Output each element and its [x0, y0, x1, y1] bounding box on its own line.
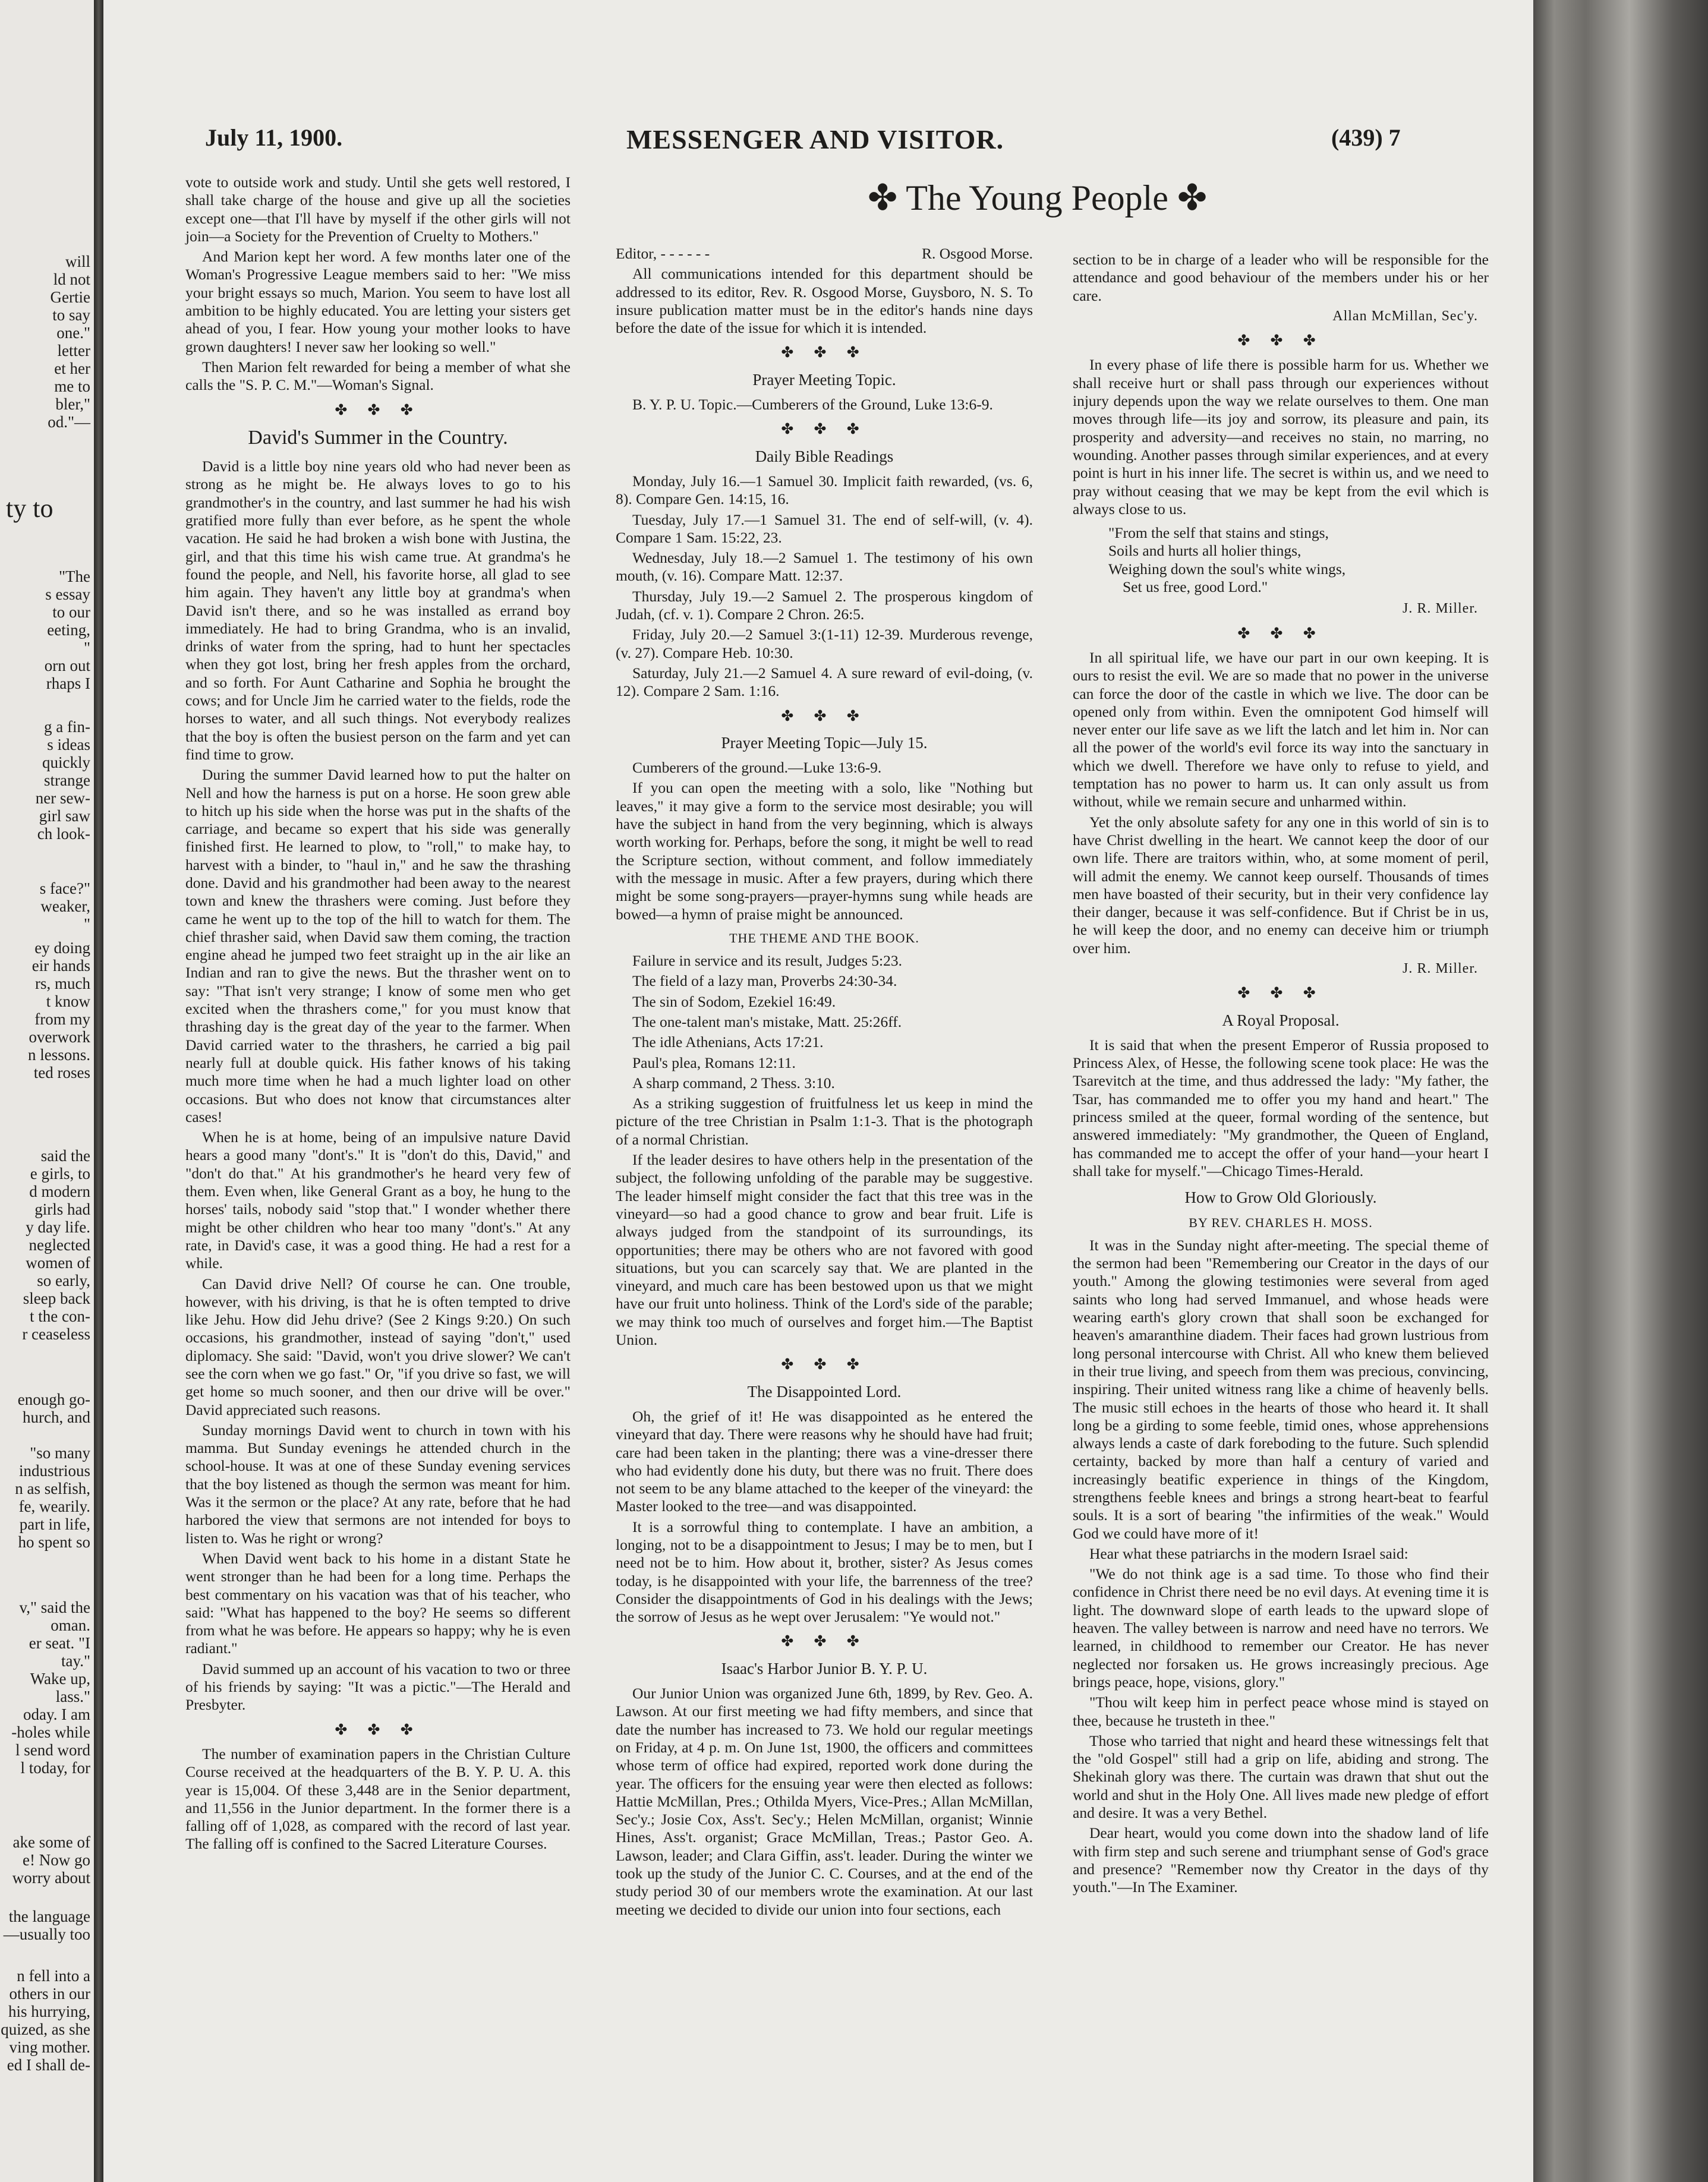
- editor-name: R. Osgood Morse.: [921, 245, 1033, 262]
- fragment-line: s essay: [45, 585, 90, 603]
- ornament: ✤ ✤ ✤: [781, 1357, 868, 1373]
- fragment-line: n fell into a: [17, 1967, 90, 1985]
- subhead: THE THEME AND THE BOOK.: [729, 930, 919, 945]
- fragment-line: sleep back: [23, 1289, 90, 1307]
- fragment-line: the language: [8, 1907, 90, 1925]
- fragment-line: ld not: [53, 270, 90, 288]
- ornament: ✤ ✤ ✤: [781, 345, 868, 361]
- list-item: Paul's plea, Romans 12:11.: [632, 1054, 796, 1071]
- fragment-line: rs, much: [35, 975, 90, 992]
- fragment-line: ey doing: [34, 939, 90, 957]
- fragment-line: his hurrying,: [8, 2003, 90, 2020]
- page-gutter: [94, 0, 103, 2182]
- reading-item: Tuesday, July 17.—1 Samuel 31. The end of self-will, (v. 4). Compare 1 Sam. 15:22, 23.: [616, 510, 1033, 546]
- reading-item: Monday, July 16.—1 Samuel 30. Implicit faith rewarded, (vs. 6, 8). Compare Gen. 14:15, 16.: [616, 472, 1033, 508]
- fragment-line: r ceaseless: [22, 1325, 90, 1343]
- paragraph: And Marion kept her word. A few months later one of the Woman's Progressive League members said to her: "We miss your bright essays so much, Marion. You seem to have lost all ambition to be highly educated. You are letting your sisters get ahead of you, I fear. How young your mother looks to have grown daughters! I never saw her looking so well.": [185, 248, 571, 355]
- ornament: ✤ ✤ ✤: [335, 1721, 421, 1738]
- paragraph: Then Marion felt rewarded for being a member of what she calls the "S. P. C. M."—Woman's Signal.: [185, 358, 571, 394]
- list-item: Failure in service and its result, Judges 5:23.: [632, 952, 902, 970]
- fragment-line: girl saw: [39, 807, 90, 825]
- list-item: The one-talent man's mistake, Matt. 25:26ff.: [632, 1013, 902, 1030]
- fragment-line: od."—: [48, 413, 90, 431]
- fragment-line: -holes while: [11, 1723, 90, 1741]
- fragment-line: "The: [59, 567, 90, 585]
- book-page-edges: [1533, 0, 1708, 2182]
- column-3: [1073, 251, 1489, 1899]
- fragment-line: e girls, to: [30, 1165, 90, 1183]
- fragment-line: to say: [52, 306, 90, 324]
- ornament: ✤ ✤ ✤: [781, 708, 868, 724]
- fragment-line: neglected: [29, 1236, 90, 1254]
- reading-item: Thursday, July 19.—2 Samuel 2. The prosperous kingdom of Judah, (cf. v. 1). Compare 2 Chron. 26:5.: [616, 587, 1033, 623]
- subhead: Prayer Meeting Topic.: [752, 370, 896, 389]
- fragment-line: me to: [54, 377, 90, 395]
- fragment-line: worry about: [12, 1869, 90, 1887]
- fragment-line: s ideas: [47, 736, 90, 753]
- fragment-line: letter: [57, 342, 90, 360]
- fragment-line: lass.": [55, 1688, 90, 1705]
- list-item: The idle Athenians, Acts 17:21.: [632, 1033, 824, 1051]
- signature: J. R. Miller.: [1402, 960, 1478, 976]
- fragment-line: to our: [52, 603, 90, 621]
- fragment-line: oman.: [51, 1616, 90, 1634]
- fragment-line: t know: [46, 992, 90, 1010]
- subhead: A Royal Proposal.: [1222, 1011, 1340, 1029]
- paragraph: The number of examination papers in the Christian Culture Course received at the headquarters of the B. Y. P. U. A. this year is 15,004. Of these 3,448 are in the Senior department, and 11,556 in the Junior department. In the former there is a falling off of 1,028, as compared with the record of last year. The falling off is confined to the Sacred Literature Courses.: [185, 1745, 571, 1853]
- fragment-line: l today, for: [20, 1759, 90, 1777]
- paragraph: David summed up an account of his vacation to two or three of his friends by saying: "It was a pictic."—The Herald and Presbyter.: [185, 1660, 571, 1714]
- fragment-line: from my: [34, 1010, 90, 1028]
- fragment-line: t the con-: [30, 1307, 90, 1325]
- fragment-line: part in life,: [19, 1515, 90, 1533]
- fragment-line: v," said the: [19, 1598, 90, 1616]
- fragment-line: g a fin-: [44, 718, 90, 736]
- ornament: ✤ ✤ ✤: [1237, 625, 1324, 642]
- fragment-line: hurch, and: [23, 1408, 90, 1426]
- paragraph: All communications intended for this department should be addressed to its editor, Rev. R. Osgood Morse, Guysboro, N. S. To insure publication matter must be in the editor's hands nine days before the date of the issue for which it is intended.: [616, 265, 1033, 337]
- fragment-line: ner sew-: [35, 789, 90, 807]
- fragment-line: e! Now go: [23, 1851, 90, 1869]
- fragment-line: s face?": [39, 879, 90, 897]
- paragraph: It was in the Sunday night after-meeting. The special theme of the sermon had been "Remembering our Creator in the days of our youth." Among the glowing testimonies were several from aged saints who long had served Immanuel, and whose heads were wearing earth's glory crown that shall soon be exchanged for heaven's amaranthine diadem. Their faces had grown lustrious from long personal intercourse with Christ. All who knew them believed in their true living, and speech from them was precious, convincing, inspiring. Their united witness rang like a chime of heavenly bells. The music still echoes in the hearts of those who heard it. It shall long be a girding to some feeble, timid ones, whose apprehensions always lends a caste of dark foreboding to the future. Such splendid certainty, backed by more than half a century of varied and increasingly beatific experience in things of the Kingdom, strengthens feeble knees and brings a strong heart-beat to fearful souls. It is a sort of bearing "the infirmities of the weak." Would God we could have more of it!: [1073, 1236, 1489, 1542]
- fragment-line: ": [83, 639, 90, 657]
- fragment-line: women of: [26, 1254, 90, 1272]
- paragraph: section to be in charge of a leader who will be responsible for the attendance and good behaviour of the members under his or her care.: [1073, 251, 1489, 304]
- paragraph: "Thou wilt keep him in perfect peace whose mind is stayed on thee, because he trusteth in thee.": [1073, 1694, 1489, 1729]
- paragraph: When he is at home, being of an impulsive nature David hears a good many "dont's." It is "don't do this, David," and "don't do that." At his grandmother's he heard very few of them. Even when, like General Grant as a boy, he hung to the horses' tails, nobody said "stop that." I wonder whether there might be other children who hear too many "dont's." At any rate, in David's case, it was a good thing. He had a rest for a while.: [185, 1128, 571, 1272]
- verse-line: Set us free, good Lord.": [1123, 578, 1268, 596]
- subhead: Prayer Meeting Topic—July 15.: [721, 733, 928, 752]
- fragment-line: quized, as she: [1, 2020, 90, 2038]
- fragment-line: overwork: [29, 1028, 90, 1046]
- column-2: [616, 245, 1033, 1921]
- ornament: ✤ ✤ ✤: [781, 421, 868, 438]
- fragment-line: ake some of: [12, 1833, 90, 1851]
- page-number: (439) 7: [1331, 124, 1401, 151]
- ornament: ✤ ✤ ✤: [1237, 333, 1324, 349]
- paragraph: If the leader desires to have others help in the presentation of the subject, the following unfolding of the parable may be suggestive. The leader himself might consider the fact that this tree was in the vineyard—so had a good chance to grow and bear fruit. Life is always judged from the standpoint of its surroundings, its opportunities; there may be others who are not favored with good situations, but you can scarcely say that. We are planted in the vineyard, and much care has been bestowed upon us that we might have our fruit unto holiness. Think of the Lord's side of the parable; we may think too much of ourselves and forget him.—The Baptist Union.: [616, 1151, 1033, 1349]
- editor-label: Editor, - - - - - -: [616, 245, 710, 262]
- fragment-line: ving mother.: [9, 2038, 90, 2056]
- signature: Allan McMillan, Sec'y.: [1332, 308, 1478, 324]
- fragment-line: one.": [56, 324, 90, 342]
- fragment-line: n lessons.: [27, 1046, 90, 1064]
- subhead: Isaac's Harbor Junior B. Y. P. U.: [721, 1659, 928, 1678]
- paragraph: Yet the only absolute safety for any one in this world of sin is to have Christ dwelling in the heart. We cannot keep the door of our own life. There are traitors within, who, at some moment of peril, will admit the enemy. We cannot keep ourself. Thousands of times men have boasted of their security, but in their very confidence lay their danger, because it was self-confidence. But if Christ be in us, he will keep the door, and no enemy can deceive him or triumph over him.: [1073, 813, 1489, 957]
- paragraph: Oh, the grief of it! He was disappointed as he entered the vineyard that day. There were reasons why he should have had fruit; care had been taken in the planting; there was a vine-dresser there who had evidently done his duty, but there was no fruit. There does not seem to be any blame attached to the keeper of the vineyard: the Master looked to the tree—and was disappointed.: [616, 1407, 1033, 1515]
- column-1: [185, 174, 571, 1856]
- fragment-line: Gertie: [50, 288, 90, 306]
- fragment-line: girls had: [34, 1200, 90, 1218]
- fragment-line: orn out: [44, 657, 90, 674]
- fragment-heading: ty to: [6, 494, 53, 523]
- paragraph: vote to outside work and study. Until she gets well restored, I shall take charge of the house and give up all the societies except one—that I'll have by myself if the other girls will not join—a Society for the Prevention of Cruelty to Mothers.": [185, 174, 571, 245]
- paragraph: In every phase of life there is possible harm for us. Whether we shall receive hurt or shall pass through our experiences without injury depends upon the way we relate ourselves to them. One man moves through life—its joy and sorrow, its pleasure and pain, its prosperity and adversity—and receives no stain, no marring, no wounding. Another passes through similar experiences, and at every point is hurt in his inner life. The secret is within us, and we need to pray without ceasing that we may be kept from the evil which is always close to us.: [1073, 356, 1489, 518]
- fragment-line: strange: [44, 771, 90, 789]
- paragraph: As a striking suggestion of fruitfulness let us keep in mind the picture of the tree Christian in Psalm 1:1-3. That is the photograph of a normal Christian.: [616, 1095, 1033, 1148]
- reading-item: Friday, July 20.—2 Samuel 3:(1-11) 12-39. Murderous revenge, (v. 27). Compare Heb. 10:30.: [616, 626, 1033, 661]
- subhead: How to Grow Old Gloriously.: [1184, 1188, 1377, 1207]
- ornament: ✤ ✤ ✤: [335, 402, 421, 418]
- fragment-line: "so many: [30, 1444, 90, 1462]
- fragment-line: will: [65, 253, 90, 270]
- fragment-line: et her: [54, 360, 90, 377]
- reading-item: Saturday, July 21.—2 Samuel 4. A sure reward of evil-doing, (v. 12). Compare 2 Sam. 1:16.: [616, 664, 1033, 700]
- paragraph: Can David drive Nell? Of course he can. One trouble, however, with his driving, is that he is often tempted to drive like Jehu. How did Jehu drive? (See 2 Kings 9:20.) On such occasions, his grandmother, instead of saying "don't," used diplomacy. She said: "David, won't you drive slower? We can't see the corn when we go fast." Or, "if you drive so fast, we will get home so much sooner, and then our drive will be over." David appreciated such reasons.: [185, 1275, 571, 1418]
- fragment-line: l send word: [15, 1741, 90, 1759]
- verse-line: "From the self that stains and stings,: [1108, 524, 1329, 542]
- fragment-line: industrious: [18, 1462, 90, 1480]
- editor-line: [616, 245, 1033, 263]
- paragraph: It is said that when the present Emperor of Russia proposed to Princess Alex, of Hesse, the following scene took place: He was the Tsarevitch at the time, and thus addressed the lady: "My father, the Tsar, has commanded me to offer you my hand and heart." The princess smiled at the queer, formal wording of the sentence, but answered immediately: "My grandmother, the Queen of England, has commanded me to accept the offer of your hand—your heart I shall take for myself."—Chicago Times-Herald.: [1073, 1036, 1489, 1180]
- verse: [1108, 524, 1489, 596]
- section-title: ✤ The Young People ✤: [868, 178, 1208, 217]
- fragment-line: eeting,: [47, 621, 90, 639]
- fragment-line: ch look-: [37, 825, 90, 843]
- fragment-line: rhaps I: [46, 674, 90, 692]
- fragment-line: ed I shall de-: [7, 2056, 90, 2074]
- fragment-line: so early,: [37, 1272, 90, 1289]
- fragment-line: ": [83, 915, 90, 933]
- paragraph: Cumberers of the ground.—Luke 13:6-9.: [632, 759, 882, 777]
- fragment-line: y day life.: [26, 1218, 90, 1236]
- fragment-line: weaker,: [40, 897, 90, 915]
- paragraph: "We do not think age is a sad time. To those who find their confidence in Christ there need be no evil days. At evening time it is light. The downward slope of earth leads to the upward slope of heaven. The valley between is narrow and need have no terrors. We learned, in childhood to remember our Creator. He has never neglected nor forsaken us. He grows increasingly precious. Age brings peace, hope, visions, glory.": [1073, 1565, 1489, 1691]
- verse-line: Soils and hurts all holier things,: [1108, 542, 1302, 560]
- list-item: The sin of Sodom, Ezekiel 16:49.: [632, 992, 836, 1010]
- list-item: A sharp command, 2 Thess. 3:10.: [632, 1074, 835, 1092]
- verse-line: Weighing down the soul's white wings,: [1108, 560, 1346, 578]
- paragraph: Our Junior Union was organized June 6th, 1899, by Rev. Geo. A. Lawson. At our first meeting we had fifty members, and since that date the number has increased to 73. We hold our regular meetings on Friday, at 4 p. m. On June 1st, 1900, the officers and committees whose term of office had expired, reported work done during the year. The officers for the ensuing year were then elected as follows: Hattie McMillan, Pres.; Othilda Myers, Vice-Pres.; Allan McMillan, Sec'y.; Josie Cox, Ass't. Sec'y.; Helen McMillan, organist; Winnie Hines, Ass't. organist; Grace McMillan, Treas.; Pastor Geo. A. Lawson, leader; and Clara Giffin, ass't. leader. During the winter we took up the study of the Junior C. C. Courses, and at the end of the study period 30 of our members wrote the examination. At our last meeting we decided to divide our union into four sections, each: [616, 1685, 1033, 1918]
- fragment-line: said the: [40, 1147, 90, 1165]
- ornament: ✤ ✤ ✤: [1237, 985, 1324, 1002]
- paragraph: If you can open the meeting with a solo, like "Nothing but leaves," it may give a form to the service most desirable; you will have the subject in hand from the very beginning, which is always worth working for. Perhaps, before the song, it might be well to read the Scripture section, without comment, and follow immediately with the message in music. After a few prayers, during which there might be some song-prayers—prayer-hymns sung while heads are bowed—a hymn of praise might be announced.: [616, 779, 1033, 923]
- paragraph: Dear heart, would you come down into the shadow land of life with firm step and such serene and triumphant sense of God's grace and presence? "Remember now thy Creator in the days of thy youth."—In The Examiner.: [1073, 1824, 1489, 1896]
- paragraph: Hear what these patriarchs in the modern Israel said:: [1089, 1544, 1408, 1562]
- fragment-line: eir hands: [31, 957, 90, 975]
- ornament: ✤ ✤ ✤: [781, 1634, 868, 1650]
- paragraph: In all spiritual life, we have our part in our own keeping. It is ours to resist the evil. We are so made that no power in the universe can force the door of the castle in which we live. The door can be opened only from within. Even the omnipotent God himself will never enter our life save as we lift the latch and let him in. Nor can all the power of the world's evil force its way into the sanctuary in which we dwell. Therefore we have only to refuse to yield, and temptation has no power to harm us. It can only assult us from without, while we remain secure and unharmed within.: [1073, 648, 1489, 811]
- paragraph: It is a sorrowful thing to contemplate. I have an ambition, a longing, not to be a disappointment to Jesus; I may be to men, but I need not be to him. How about it, brother, sister? As Jesus comes today, is he disappointed with your life, the barrenness of the tree? Consider the disappointments of God in his dealings with the Jews; the sorrow of Jesus as he wept over Jerusalem: "Ye would not.": [616, 1518, 1033, 1626]
- fragment-line: d modern: [29, 1183, 90, 1200]
- paragraph: B. Y. P. U. Topic.—Cumberers of the Ground, Luke 13:6-9.: [632, 396, 993, 414]
- adjacent-page-fragment: [0, 0, 94, 2182]
- fragment-line: —usually too: [3, 1925, 90, 1943]
- paragraph: Those who tarried that night and heard these witnessings felt that the "old Gospel" still had a grip on life, abiding and strong. The Shekinah glory was there. The curtain was drawn that shut out the world and shut in the Holy One. All lives made new pledge of effort and desire. It was a very Bethel.: [1073, 1732, 1489, 1822]
- fragment-line: tay.": [61, 1652, 90, 1670]
- page-date: July 11, 1900.: [205, 124, 343, 151]
- byline: BY REV. CHARLES H. MOSS.: [1189, 1215, 1373, 1230]
- fragment-line: Wake up,: [30, 1670, 90, 1688]
- subhead: Daily Bible Readings: [755, 447, 894, 465]
- paragraph: David is a little boy nine years old who had never been as strong as he might be. He always loves to go to his grandmother's in the country, and last summer he had his wish gratified more fully than ever before, as he spent the whole vacation. He said he had broken a wish bone with Justina, the girl, and that this time his wish came true. At grandma's he found the people, and Nell, his favorite horse, all glad to see him again. They haven't any little boy at grandma's when David isn't there, and so he was installed as errand boy immediately. He had to bring Grandma, who is an invalid, drinks of water from the spring, had to hunt her spectacles when they got lost, bring her fresh apples from the orchard, and so forth. For Aunt Catharine and Sophia he brought the cows; and for Uncle Jim he carried water to the fields, rode the horses to water, and all such things. Not everybody realizes that the boy is often the busiest person on the farm and yet can find time to grow.: [185, 458, 571, 763]
- reading-item: Wednesday, July 18.—2 Samuel 1. The testimony of his own mouth, (v. 16). Compare Matt. 12:37.: [616, 549, 1033, 585]
- paragraph: When David went back to his home in a distant State he went stronger than he had been for a long time. Perhaps the best commentary on his vacation was that of his teacher, who said: "What has happened to the boy? He seems so different from what he was before. He appears so happy; why he is even radiant.": [185, 1549, 571, 1657]
- paragraph: Sunday mornings David went to church in town with his mamma. But Sunday evenings he attended church in the school-house. It was at one of these Sunday evening services that the boy listened as though the sermon was meant for him. Was it the sermon or the place? At any rate, before that he had harbored the view that sermons are not intended for boys to listen to. Was he right or wrong?: [185, 1421, 571, 1547]
- fragment-line: fe, wearily.: [18, 1497, 90, 1515]
- fragment-line: others in our: [9, 1985, 90, 2003]
- fragment-line: quickly: [42, 753, 90, 771]
- masthead-title: MESSENGER AND VISITOR.: [626, 124, 1004, 154]
- article-title: David's Summer in the Country.: [248, 426, 508, 449]
- subhead: The Disappointed Lord.: [747, 1382, 902, 1401]
- fragment-line: er seat. "I: [29, 1634, 90, 1652]
- fragment-line: bler,": [55, 395, 90, 413]
- fragment-line: n as selfish,: [15, 1480, 90, 1497]
- fragment-line: enough go-: [17, 1390, 90, 1408]
- fragment-line: ho spent so: [18, 1533, 90, 1551]
- signature: J. R. Miller.: [1402, 601, 1478, 617]
- paragraph: During the summer David learned how to put the halter on Nell and how the harness is put on a horse. He soon grew able to hitch up his side when the horse was put in the shafts of the carriage, and became so expert that his side was generally finished first. He learned to plow, to "roll," to make hay, to harvest with a binder, to "haul in," and he saw the thrashing done. David and his grandmother had been away to the nearest town and knew the thrashers were coming. Just before they came he went up to the top of the hill to watch for them. The chief thrasher said, when David saw them coming, the traction engine ahead he jumped two feet straight up in the air like an Indian and ran to give the news. But the thrasher went on to say: "That isn't very strange; I know of some men who get excited when the thrashers come," for you must know that thrashing day is the great day of the year to the farmer. When David carried water to the thrashers, he carried a big pail nearly full at double quick. His father knows of his taking much more time when he had a much lighter load on other occasions. But who does not know that circumstances alter cases!: [185, 766, 571, 1125]
- fragment-line: ted roses: [33, 1064, 90, 1081]
- fragment-line: oday. I am: [23, 1705, 90, 1723]
- list-item: The field of a lazy man, Proverbs 24:30-34.: [632, 972, 897, 990]
